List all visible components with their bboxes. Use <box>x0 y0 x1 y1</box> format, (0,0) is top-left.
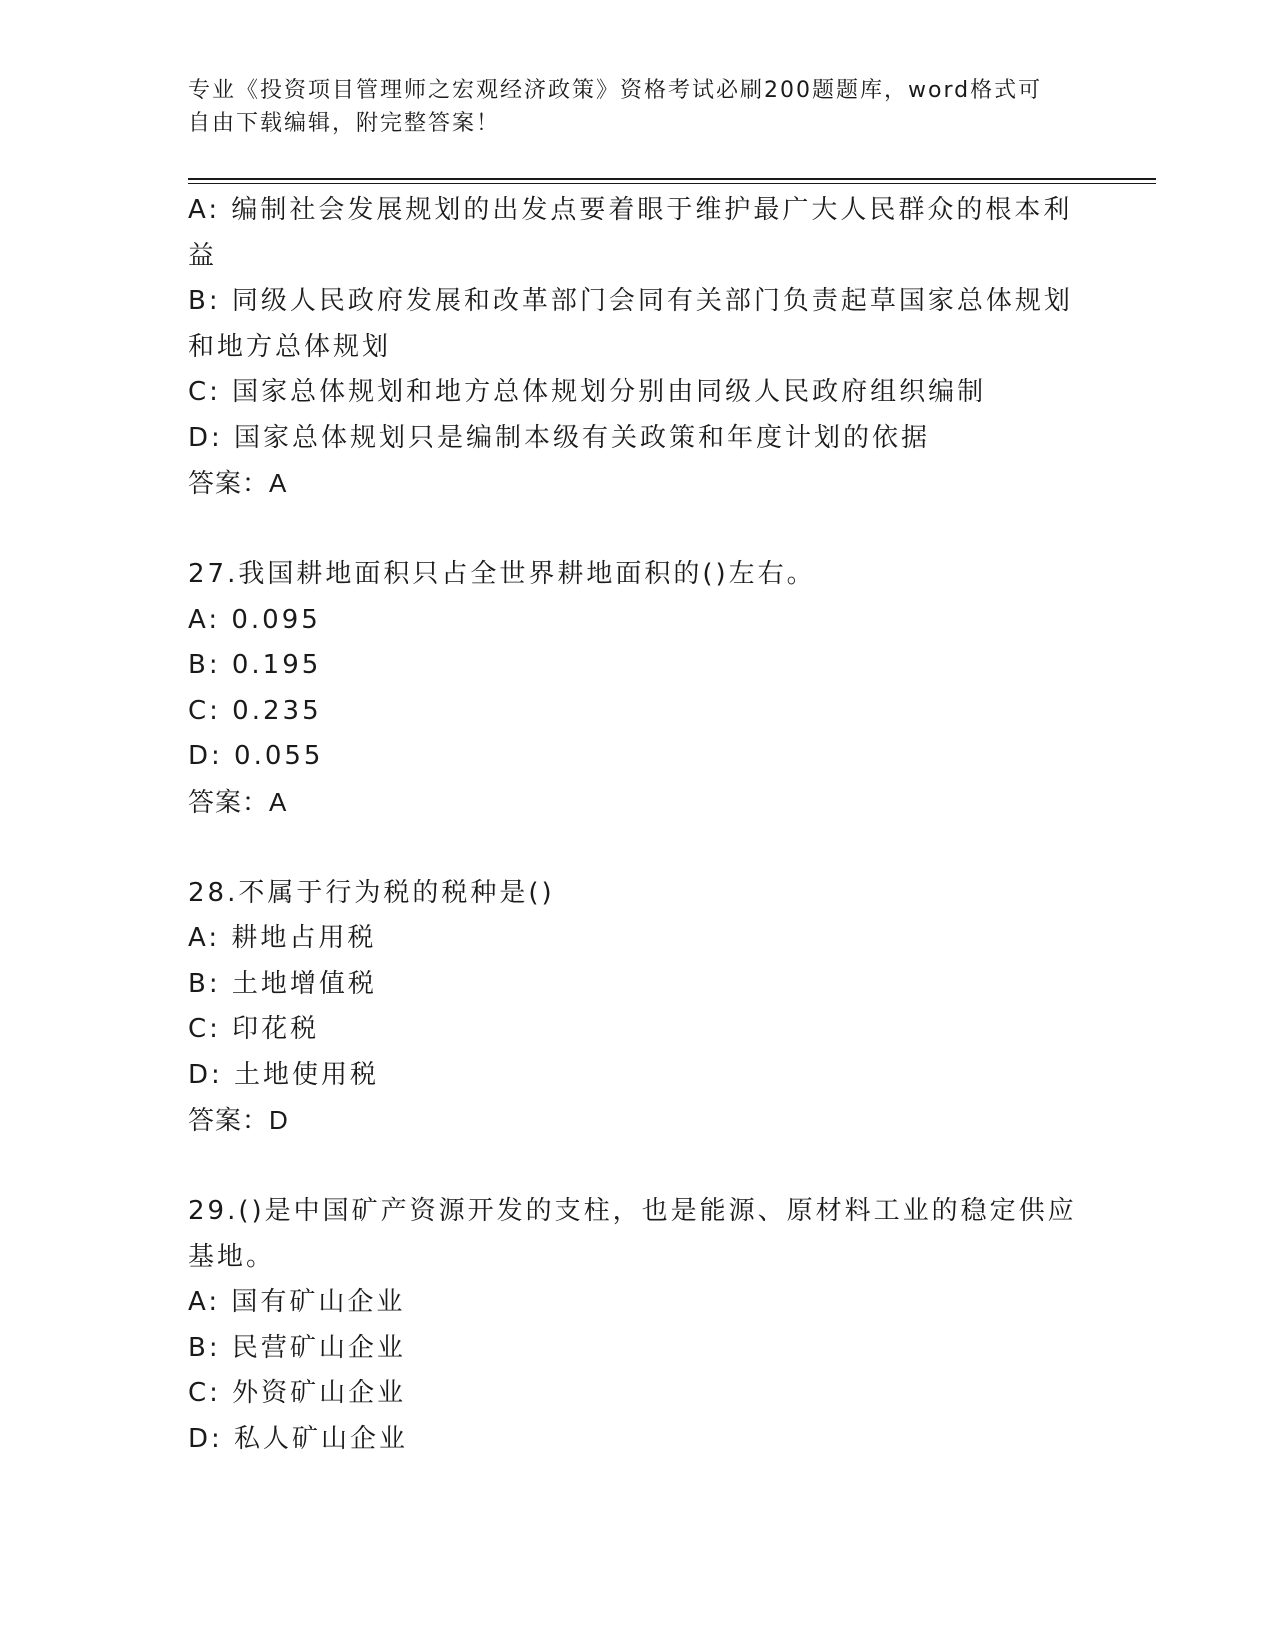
q29-question-line-2: 基地。 <box>188 1241 276 1272</box>
q26-option-b-line-2: 和地方总体规划 <box>188 331 392 362</box>
q26-option-a-line-1: A: 编制社会发展规划的出发点要着眼于维护最广大人民群众的根本利 <box>188 195 1073 225</box>
q27-question: 27.我国耕地面积只占全世界耕地面积的()左右。 <box>188 559 816 589</box>
question-27-block <box>188 552 1088 825</box>
q26-option-a-line-2: 益 <box>188 240 218 271</box>
header-rule-thin <box>188 183 1156 184</box>
document-header <box>188 74 1088 140</box>
q27-option-a: A: 0.095 <box>188 604 321 635</box>
q29-question-line-1: 29.()是中国矿产资源开发的支柱，也是能源、原材料工业的稳定供应 <box>188 1196 1077 1226</box>
q29-option-d: D: 私人矿山企业 <box>188 1423 409 1454</box>
spacer <box>188 1144 1088 1190</box>
q28-option-c: C: 印花税 <box>188 1014 320 1044</box>
q27-option-d: D: 0.055 <box>188 741 324 771</box>
q26-option-d: D: 国家总体规划只是编制本级有关政策和年度计划的依据 <box>188 422 931 453</box>
q28-answer: 答案：D <box>188 1105 289 1135</box>
q27-answer: 答案：A <box>188 786 288 817</box>
header-line-1: 专业《投资项目管理师之宏观经济政策》资格考试必刷200题题库，word格式可 <box>188 78 1043 103</box>
q26-option-c: C: 国家总体规划和地方总体规划分别由同级人民政府组织编制 <box>188 377 987 407</box>
header-rule-thick <box>188 178 1156 180</box>
q28-option-b: B: 土地增值税 <box>188 968 377 999</box>
question-list <box>188 188 1088 1462</box>
spacer <box>188 507 1088 553</box>
question-28-block <box>188 871 1088 1144</box>
spacer <box>188 825 1088 871</box>
question-26-block <box>188 188 1088 507</box>
q29-option-c: C: 外资矿山企业 <box>188 1378 407 1408</box>
q27-option-b: B: 0.195 <box>188 650 322 680</box>
q28-option-d: D: 土地使用税 <box>188 1059 380 1090</box>
q28-option-a: A: 耕地占用税 <box>188 923 377 953</box>
q26-option-b-line-1: B: 同级人民政府发展和改革部门会同有关部门负责起草国家总体规划 <box>188 286 1073 316</box>
q26-answer: 答案：A <box>188 468 288 498</box>
q27-option-c: C: 0.235 <box>188 695 322 726</box>
q29-option-b: B: 民营矿山企业 <box>188 1332 406 1363</box>
header-line-2: 自由下载编辑，附完整答案！ <box>188 111 501 136</box>
question-29-block <box>188 1189 1088 1462</box>
q28-question: 28.不属于行为税的税种是() <box>188 877 555 908</box>
q29-option-a: A: 国有矿山企业 <box>188 1287 406 1317</box>
